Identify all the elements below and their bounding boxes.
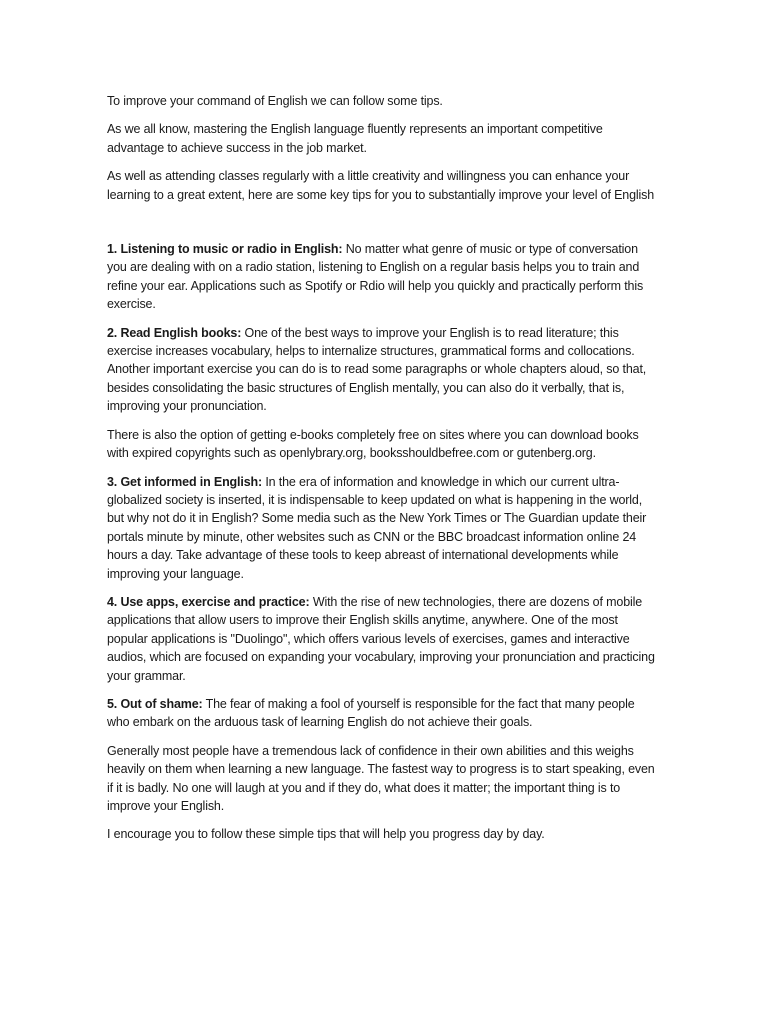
closing-paragraph: I encourage you to follow these simple tips that will help you progress day by day. (107, 827, 545, 842)
intro-paragraph: As we all know, mastering the English language fluently represents an important competitive advantage to achieve success in the job market. (107, 122, 603, 155)
tip-title: 5. Out of shame: (107, 696, 203, 711)
tip-title: 3. Get informed in English: (107, 474, 262, 489)
tip-body: The fear of making a fool of yourself is responsible for the fact that many people who embark on the arduous task of learning English do not achieve their goals. (107, 696, 635, 730)
tip-body: With the rise of new technologies, there are dozens of mobile applications that allow users to improve their English skills anytime, anywhere. One of the most popular applications is "Duolingo", which offers various levels of exercises, games and interactive audios, which are focused on expanding your vocabulary, improving your pronunciation and practicing your grammar. (107, 594, 655, 683)
tip-title: 2. Read English books: (107, 325, 242, 340)
tip-paragraph-4 (107, 593, 659, 685)
tip-title: 1. Listening to music or radio in English: (107, 242, 343, 257)
confidence-paragraph: Generally most people have a tremendous lack of confidence in their own abilities and this weighs heavily on them when learning a new language. The fastest way to progress is to start speaking, even if it is badly. No one will laugh at you and if they do, what does it matter; the important thing is to improve your English. (107, 743, 655, 813)
tip-paragraph-3 (107, 473, 659, 583)
document-body (107, 92, 659, 854)
tip-title: 4. Use apps, exercise and practice: (107, 594, 310, 609)
tip-body: In the era of information and knowledge in which our current ultra-globalized society is inserted, it is indispensable to keep updated on what is happening in the world, but why not do it in English? Some media such as the New York Times or The Guardian update their portals minute by minute, other websites such as CNN or the BBC broadcast information online 24 hours a day. Take advantage of these tools to keep abreast of international developments while improving your language. (107, 474, 647, 581)
intro-line: To improve your command of English we can follow some tips. (107, 94, 443, 108)
tip-paragraph-1 (107, 240, 659, 314)
tip-paragraph-2 (107, 324, 659, 416)
tip-body: One of the best ways to improve your English is to read literature; this exercise increases vocabulary, helps to internalize structures, grammatical forms and collocations. Another important exercise you can do is to read some paragraphs or whole chapters aloud, so that, besides consolidating the basic structures of English mentally, you can also do it verbally, that is, improving your pronunciation. (107, 325, 647, 414)
intro-paragraph: As well as attending classes regularly with a little creativity and willingness you can enhance your learning to a great extent, here are some key tips for you to substantially improve your level of English (107, 169, 655, 202)
ebooks-paragraph: There is also the option of getting e-books completely free on sites where you can download books with expired copyrights such as openlybrary.org, booksshouldbefree.com or gutenberg.org. (107, 427, 639, 461)
tip-body: No matter what genre of music or type of conversation you are dealing with on a radio station, listening to English on a regular basis helps you to train and refine your ear. Applications such as Spotify or Rdio will help you quickly and practically perform this exercise. (107, 242, 644, 312)
tip-paragraph-5 (107, 695, 659, 732)
